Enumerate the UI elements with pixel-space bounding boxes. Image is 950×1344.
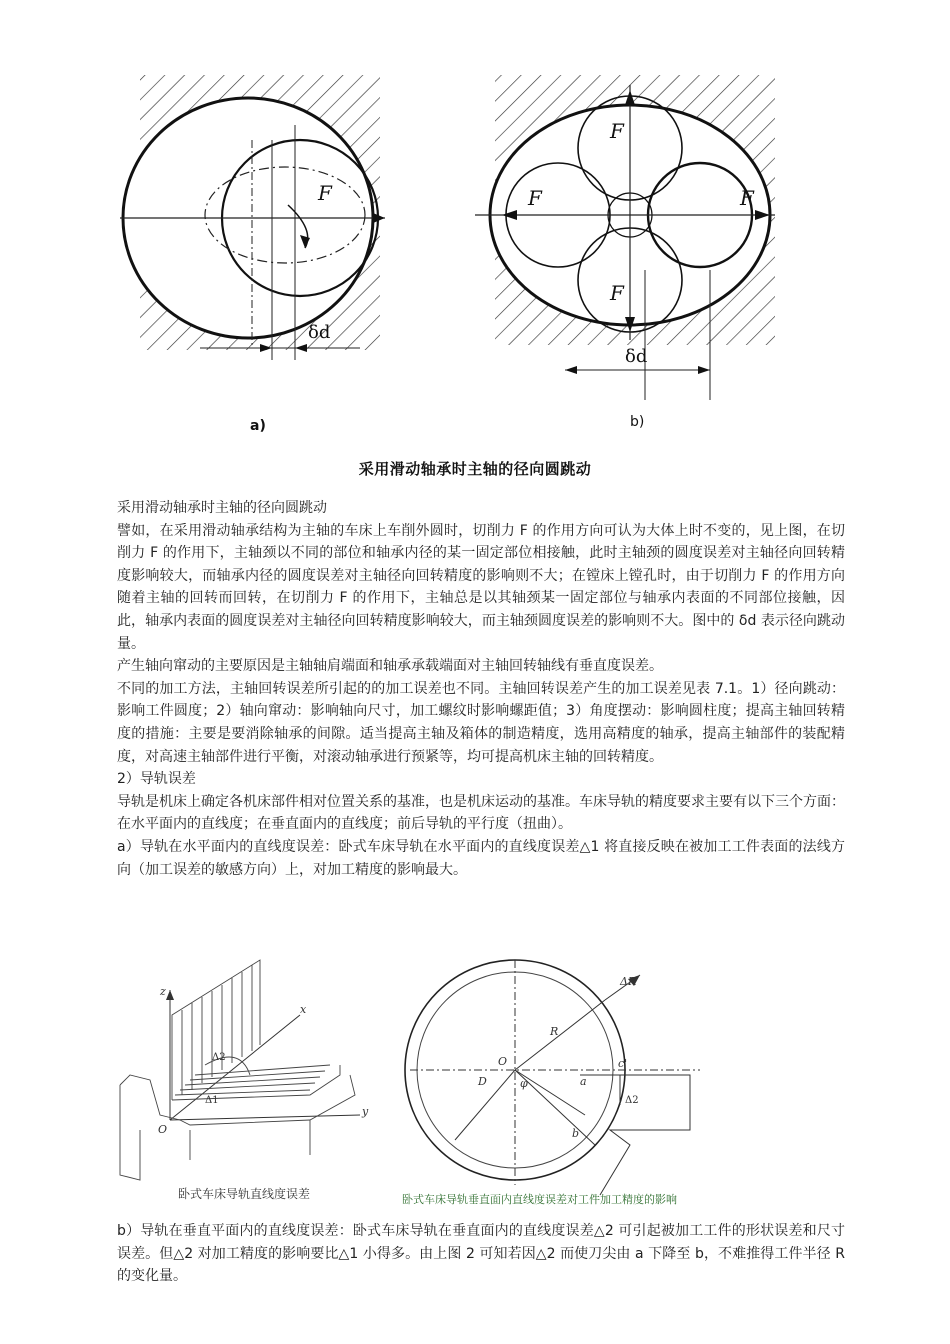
body-text-2 (117, 1220, 845, 1288)
origin-o-label: O (158, 1123, 168, 1136)
force-label-b-left: F (528, 186, 542, 210)
phi-label: φ (520, 1077, 528, 1090)
paragraph-4: 不同的加工方法，主轴回转误差所引起的的加工误差也不同。主轴回转误差产生的加工误差见表 7.1。1）径向跳动：影响工件圆度；2）轴向窜动：影响轴向尺寸，加工螺纹时影响螺距值；3）角度摆动：影响圆柱度；提高主轴回转精度的措施：主要是要消除轴承的间隙。适当提高主轴及箱体的制造精度，选用高精度的轴承，提高主轴部件的装配精度，对高速主轴部件进行平衡，对滚动轴承进行预紧等，均可提高机床主轴的回转精度。 (117, 680, 845, 765)
point-c-label: c' (618, 1057, 628, 1070)
force-label-b-top: F (610, 119, 624, 143)
housing-a-hatch (140, 75, 380, 350)
label-a: a) (250, 418, 266, 434)
delta2-label-right: Δ2 (625, 1095, 639, 1106)
figure-1-title: 采用滑动轴承时主轴的径向圆跳动 (358, 460, 592, 478)
paragraph-7: a）导轨在水平面内的直线度误差：卧式车床导轨在水平面内的直线度误差△1 将直接反映在被加工工件表面的法线方向（加工误差的敏感方向）上，对加工精度的影响最大。 (117, 838, 845, 878)
force-label-b-right: F (740, 186, 754, 210)
paragraph-3: 产生轴向窜动的主要原因是主轴轴肩端面和轴承承载端面对主轴回转轴线有垂直度误差。 (117, 658, 663, 675)
caption-right: 卧式车床导轨垂直面内直线度误差对工件加工精度的影响 (402, 1193, 677, 1206)
housing-b-hatch (495, 75, 775, 345)
delta-label-b: δd (625, 346, 648, 367)
paragraph-1: 采用滑动轴承时主轴的径向圆跳动 (117, 500, 327, 516)
paragraph-2: 譬如，在采用滑动轴承结构为主轴的车床上车削外圆时，切削力 F 的作用方向可认为大体上时不变的，见上图，在切削力 F 的作用下，主轴颈以不同的部位和轴承内径的某一固定部位相接触，此时主轴颈的圆度误差对主轴径向回转精度影响较大，而轴承内径的圆度误差对主轴径向回转精度的影响则不大；在镗床上镗孔时，由于切削力 F 的作用方向随着主轴的回转而回转，在切削力 F 的作用下，主轴总是以其轴颈某一固定部位与轴承内表面的不同部位接触，因此，轴承内表面的圆度误差对主轴径向回转精度影响较大，而主轴颈圆度误差的影响则不大。图中的 δd 表示径向跳动量。 (117, 522, 845, 652)
paragraph-6: 导轨是机床上确定各机床部件相对位置关系的基准，也是机床运动的基准。车床导轨的精度要求主要有以下三个方面：在水平面内的直线度；在垂直面内的直线度；前后导轨的平行度（扭曲）。 (117, 793, 845, 833)
radial-runout-figure (110, 70, 790, 440)
body-text-1 (117, 497, 845, 881)
force-label-b-bottom: F (610, 281, 624, 305)
delta2-label-left: Δ2 (212, 1052, 226, 1063)
label-b: b) (630, 414, 645, 430)
center-O-label: O (498, 1055, 508, 1068)
point-b-label: b (572, 1127, 580, 1140)
axis-z-label: z (160, 985, 166, 998)
delta1-label: Δ1 (205, 1095, 219, 1106)
dR-label: ΔR (620, 975, 637, 988)
paragraph-5: 2）导轨误差 (117, 771, 196, 788)
delta-label-a: δd (308, 322, 331, 343)
force-label-a: F (318, 181, 332, 205)
axis-y-label: y (362, 1105, 369, 1118)
point-a-label: a (580, 1075, 587, 1088)
R-label: R (550, 1025, 559, 1038)
paragraph-8: b）导轨在垂直平面内的直线度误差：卧式车床导轨在垂直面内的直线度误差△2 可引起被加工工件的形状误差和尺寸误差。但△2 对加工精度的影响要比△1 小得多。由上图 2 可知若因△2 而使刀尖由 a 下降至 b，不难推得工件半径 R 的变化量。 (117, 1223, 845, 1285)
caption-left: 卧式车床导轨直线度误差 (178, 1187, 311, 1201)
axis-x-label: x (300, 1003, 307, 1016)
guideway-figure (110, 955, 730, 1210)
D-label: D (478, 1075, 487, 1088)
